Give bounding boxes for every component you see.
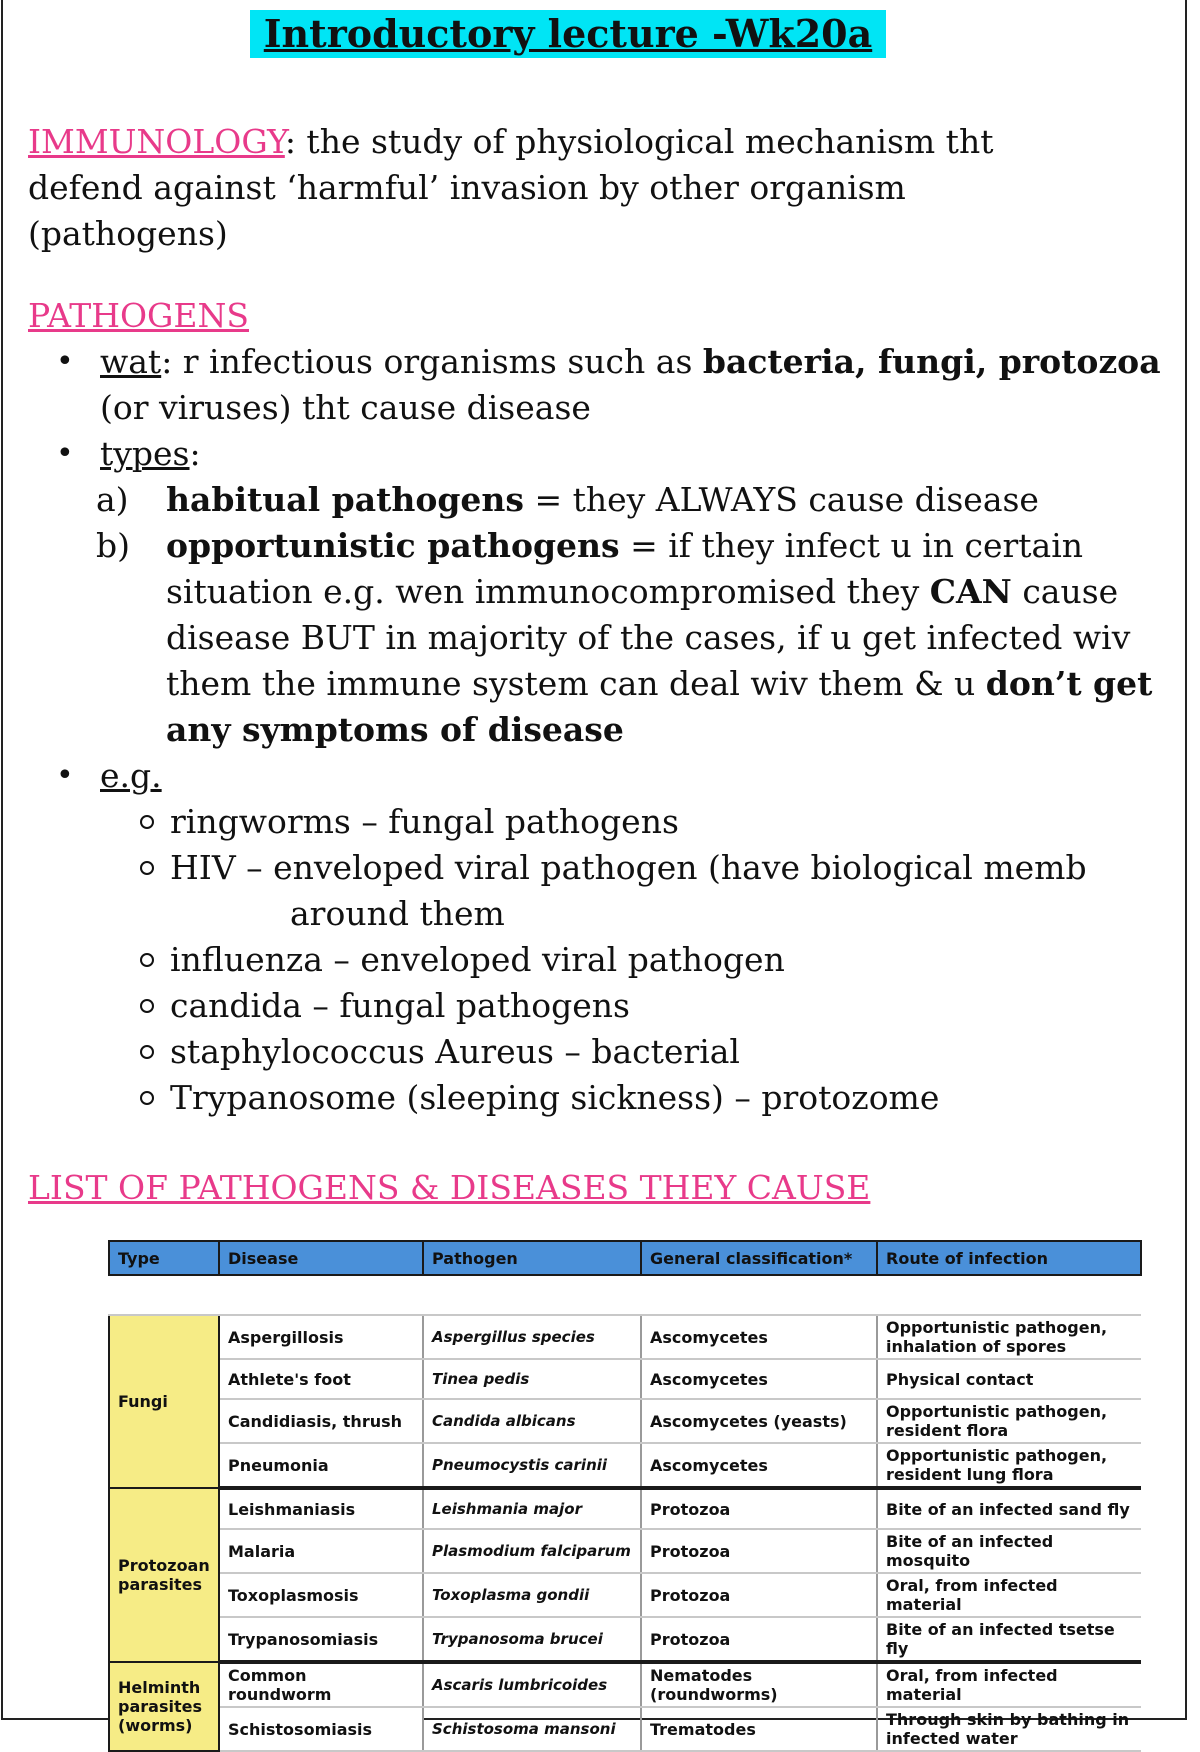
disease-cell: Toxoplasmosis: [219, 1573, 423, 1617]
disease-cell: Candidiasis, thrush: [219, 1399, 423, 1443]
type-a-text: = they ALWAYS cause disease: [523, 480, 1039, 519]
pathogens-heading: PATHOGENS: [28, 296, 249, 335]
disease-cell: Trypanosomiasis: [219, 1617, 423, 1662]
title-wrap: [28, 0, 1108, 59]
type-a: [96, 477, 1178, 523]
pathogen-table-wrap: [108, 1240, 1142, 1752]
wat-text-2: (or viruses) tht cause disease: [100, 388, 591, 427]
classification-cell: Ascomycetes (yeasts): [641, 1399, 877, 1443]
eg-label: e.g.: [100, 756, 162, 795]
route-cell: Through skin by bathing in infected water: [877, 1707, 1141, 1751]
wat-bold: bacteria, fungi, protozoa: [702, 342, 1161, 381]
disease-cell: Leishmaniasis: [219, 1488, 423, 1529]
classification-cell: Ascomycetes: [641, 1359, 877, 1399]
types-colon: :: [189, 434, 201, 473]
table-row: [109, 1359, 1141, 1399]
circle-bullet-icon: [140, 1045, 154, 1059]
table-row: [109, 1707, 1141, 1751]
col-pathogen: Pathogen: [423, 1241, 641, 1275]
disease-cell: Schistosomiasis: [219, 1707, 423, 1751]
route-cell: Physical contact: [877, 1359, 1141, 1399]
type-a-bold: habitual pathogens: [166, 480, 524, 519]
circle-bullet-icon: [140, 1091, 154, 1105]
table-row: [109, 1399, 1141, 1443]
disease-cell: Pneumonia: [219, 1443, 423, 1488]
pathogen-cell: Aspergillus species: [423, 1315, 641, 1359]
classification-cell: Ascomycetes: [641, 1315, 877, 1359]
table-row: [109, 1573, 1141, 1617]
pathogen-cell: Schistosoma mansoni: [423, 1707, 641, 1751]
table-row: [109, 1315, 1141, 1359]
route-cell: Opportunistic pathogen, inhalation of spores: [877, 1315, 1141, 1359]
classification-cell: Protozoa: [641, 1529, 877, 1573]
table-body: [109, 1275, 1141, 1751]
pathogen-cell: Toxoplasma gondii: [423, 1573, 641, 1617]
table-row: [109, 1488, 1141, 1529]
type-b-text-2: cause disease BUT in majority of the cases, if u get infected wiv them the immune system can deal wiv them & u: [166, 572, 1131, 703]
immunology-term: IMMUNOLOGY: [28, 122, 285, 161]
types-list: [96, 477, 1178, 753]
example-item: ringworms – fungal pathogens: [100, 799, 1178, 845]
disease-cell: Athlete's foot: [219, 1359, 423, 1399]
route-cell: Bite of an infected sand fly: [877, 1488, 1141, 1529]
wat-label: wat: [100, 342, 162, 381]
circle-bullet-icon: [140, 953, 154, 967]
pathogen-cell: Leishmania major: [423, 1488, 641, 1529]
bullet-wat: [28, 339, 1178, 431]
type-b-bold-2: CAN: [929, 572, 1012, 611]
table-header-row: [109, 1241, 1141, 1275]
type-b: [96, 523, 1178, 753]
classification-cell: Nematodes (roundworms): [641, 1662, 877, 1707]
list-heading: LIST OF PATHOGENS & DISEASES THEY CAUSE: [28, 1168, 871, 1207]
example-item: influenza – enveloped viral pathogen: [100, 937, 1178, 983]
col-type: Type: [109, 1241, 219, 1275]
type-cell: Fungi: [109, 1315, 219, 1488]
type-b-letter: b): [96, 526, 130, 565]
bullet-eg: [28, 753, 1178, 1121]
type-b-bold: opportunistic pathogens: [166, 526, 620, 565]
col-route: Route of infection: [877, 1241, 1141, 1275]
classification-cell: Ascomycetes: [641, 1443, 877, 1488]
circle-bullet-icon: [140, 999, 154, 1013]
type-b-bold-3: don’t get any symptoms of disease: [166, 664, 1153, 749]
route-cell: Opportunistic pathogen, resident flora: [877, 1399, 1141, 1443]
page-title: Introductory lecture -Wk20a: [250, 10, 886, 58]
example-item: staphylococcus Aureus – bacterial: [100, 1029, 1178, 1075]
type-a-letter: a): [96, 480, 129, 519]
classification-cell: Protozoa: [641, 1617, 877, 1662]
classification-cell: Trematodes: [641, 1707, 877, 1751]
immunology-definition: [28, 119, 1088, 257]
table-row: [109, 1617, 1141, 1662]
disease-cell: Common roundworm: [219, 1662, 423, 1707]
wat-text-1: : r infectious organisms such as: [161, 342, 703, 381]
types-label: types: [100, 434, 190, 473]
classification-cell: Protozoa: [641, 1488, 877, 1529]
route-cell: Bite of an infected tsetse fly: [877, 1617, 1141, 1662]
type-b-text-1: = if they infect u in certain situation e.g. wen immunocompromised they: [166, 526, 1084, 611]
example-item: candida – fungal pathogens: [100, 983, 1178, 1029]
route-cell: Oral, from infected material: [877, 1662, 1141, 1707]
type-cell: Helminth parasites (worms): [109, 1662, 219, 1751]
pathogen-cell: Pneumocystis carinii: [423, 1443, 641, 1488]
route-cell: Bite of an infected mosquito: [877, 1529, 1141, 1573]
example-item: Trypanosome (sleeping sickness) – protozome: [100, 1075, 1178, 1121]
table-row: [109, 1529, 1141, 1573]
bullet-types: [28, 431, 1178, 753]
pathogen-cell: Candida albicans: [423, 1399, 641, 1443]
col-disease: Disease: [219, 1241, 423, 1275]
col-classification: General classification*: [641, 1241, 877, 1275]
pathogen-cell: Trypanosoma brucei: [423, 1617, 641, 1662]
lecture-notes: [28, 0, 1178, 1211]
pathogens-bullets: [28, 339, 1178, 1121]
pathogen-table: [108, 1240, 1142, 1752]
route-cell: Oral, from infected material: [877, 1573, 1141, 1617]
disease-cell: Malaria: [219, 1529, 423, 1573]
disease-cell: Aspergillosis: [219, 1315, 423, 1359]
table-row: [109, 1662, 1141, 1707]
pathogen-cell: Plasmodium falciparum: [423, 1529, 641, 1573]
pathogen-cell: Ascaris lumbricoides: [423, 1662, 641, 1707]
route-cell: Opportunistic pathogen, resident lung flora: [877, 1443, 1141, 1488]
classification-cell: Protozoa: [641, 1573, 877, 1617]
type-cell: Protozoan parasites: [109, 1488, 219, 1662]
pathogen-cell: Tinea pedis: [423, 1359, 641, 1399]
immunology-text: : the study of physiological mechanism tht defend against ‘harmful’ invasion by other organism (pathogens): [28, 122, 994, 253]
examples-list: [100, 799, 1178, 1121]
example-item: HIV – enveloped viral pathogen (have biological memb around them: [100, 845, 1178, 937]
table-row: [109, 1443, 1141, 1488]
circle-bullet-icon: [140, 815, 154, 829]
circle-bullet-icon: [140, 861, 154, 875]
